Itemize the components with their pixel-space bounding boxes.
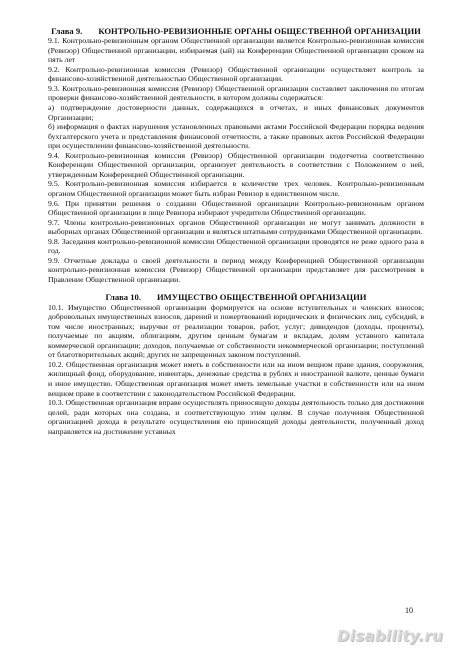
paragraph-9-4: 9.4. Контрольно-ревизионная комиссия (Ревизор) Общественной организации подотчетна соответственно Конференции Общественной организации, организует деятельность в соответствии с Положением о ней, утвержденным Конференцией Общественной организации. xyxy=(48,150,424,179)
paragraph-9-5: 9.5. Контрольно-ревизионная комиссия избирается в количестве трех человек. Контрольно-ревизионным органом Общественной организации может быть избран Ревизор в единственном числе. xyxy=(48,179,424,198)
watermark-logo: Disability.ru xyxy=(337,627,444,645)
document-page xyxy=(48,26,424,436)
chapter-9-title: КОНТРОЛЬНО-РЕВИЗИОННЫЕ ОРГАНЫ ОБЩЕСТВЕННОЙ ОРГАНИЗАЦИИ xyxy=(98,26,421,36)
chapter-10-heading xyxy=(48,292,424,302)
chapter-10-number: Глава 10. xyxy=(105,292,141,303)
paragraph-9-6: 9.6. При принятии решения о создании Общественной организации Контрольно-ревизионным органом Общественной организации в лице Ревизора избирают учредители Общественной организации. xyxy=(48,198,424,218)
chapter-10-title: ИМУЩЕСТВО ОБЩЕСТВЕННОЙ ОРГАНИЗАЦИИ xyxy=(157,292,367,303)
chapter-9-heading xyxy=(48,26,424,36)
paragraph-9-2: 9.2. Контрольно-ревизионная комиссия (Ревизор) Общественной организации осуществляет контроль за финансово-хозяйственной деятельностью Общественной организации. xyxy=(48,64,424,84)
paragraph-9-1: 9.1. Контрольно-ревизионным органом Общественной организации является Контрольно-ревизионная комиссия (Ревизор) Общественной организации, избираемая (ый) на Конференции Общественной организации сроком на пять лет xyxy=(48,36,424,65)
paragraph-10-3: 10.3. Общественная организация вправе осуществлять приносящую доходы деятельность только для достижения целей, ради которых она создана, и соответствующую этим целям. В случае получения Общественной организацией дохода в результате осуществления ею приносящей доходы деятельности, полученный доход направляется на достижение уставных xyxy=(48,398,424,436)
paragraph-10-2: 10.2. Общественная организация может иметь в собственности или на ином вещном праве здания, сооружения, жилищный фонд, оборудование, инвентарь, денежные средства в рублях и иностранной валюте, ценные бумаги и иное имущество. Общественная организация может иметь земельные участки в собственности или на ином вещном праве в соответствии с законодательством Российской Федерации. xyxy=(48,359,424,398)
chapter-9-body xyxy=(48,36,424,284)
chapter-9-number: Глава 9. xyxy=(51,26,83,36)
paragraph-9-9: 9.9. Отчетные доклады о своей деятельности в период между Конференцией Общественной организации контрольно-ревизионная комиссия (Ревизор) Общественной организации представляет для рассмотрения в Правление Общественной организации. xyxy=(48,255,424,284)
paragraph-9-8: 9.8. Заседания контрольно-ревизионной комиссии Общественной организации проводятся не реже одного раза в год. xyxy=(48,236,424,256)
section-gap xyxy=(48,284,424,292)
paragraph-9-3-b: б) информация о фактах нарушения установленных правовыми актами Российской Федерации порядка ведения бухгалтерского учета и представления финансовой отчетности, а также правовых актов Российской Федерации при осуществлении финансово-хозяйственной деятельности. xyxy=(48,122,424,151)
paragraph-10-1: 10.1. Имущество Общественной организации формируется на основе вступительных и членских взносов; добровольных имущественных взносов, дарений и пожертвований юридических и физических лиц, субсидий, в том числе иностранных; выручки от реализации товаров, работ, услуг; дивидендов (доходы, проценты), получаемые по акциям, облигациям, другим ценным бумагам и вкладам, долям уставного капитала коммерческой организации; доходов, получаемые от собственности некоммерческой организации; поступлений от благотворительных акций; других не запрещенных законом поступлений. xyxy=(48,302,424,360)
paragraph-9-7: 9.7. Члены контрольно-ревизионных органов Общественной организации не могут занимать должности в выборных органах Общественной организации и являться штатными сотрудниками Общественной организации. xyxy=(48,217,424,237)
page-number: 10 xyxy=(405,606,413,615)
paragraph-9-3-a: а) подтверждение достоверности данных, содержащихся в отчетах, и иных финансовых документов Организации; xyxy=(48,103,424,122)
paragraph-9-3: 9.3. Контрольно-ревизионная комиссия (Ревизор) Общественной организации составляет заключения по итогам проверки финансово-хозяйственной деятельности, в котором должны содержаться: xyxy=(48,83,424,103)
chapter-10-body xyxy=(48,303,424,437)
